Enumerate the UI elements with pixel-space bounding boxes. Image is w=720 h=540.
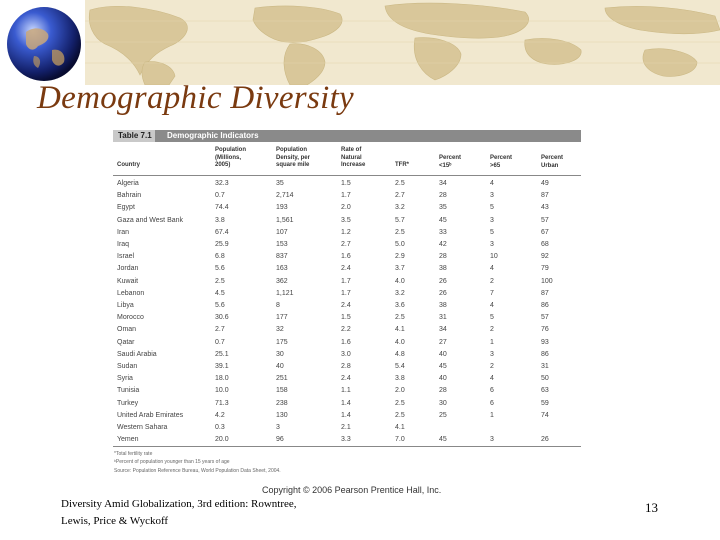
cell-under15: 33 bbox=[439, 228, 447, 236]
cell-natural-increase: 1.5 bbox=[341, 180, 351, 187]
cell-country: Iran bbox=[117, 228, 130, 236]
table-row bbox=[108, 351, 585, 363]
cell-natural-increase: 1.6 bbox=[341, 253, 351, 261]
cell-urban: 49 bbox=[541, 180, 549, 187]
cell-over65: 3 bbox=[490, 241, 494, 248]
cell-over65: 2 bbox=[490, 277, 494, 285]
cell-population: 39.1 bbox=[215, 363, 229, 370]
cell-tfr: 2.5 bbox=[395, 314, 405, 322]
cell-under15: 45 bbox=[439, 363, 447, 370]
cell-country: Sudan bbox=[117, 363, 138, 370]
cell-natural-increase: 1.7 bbox=[341, 192, 351, 200]
cell-natural-increase: 1.4 bbox=[341, 399, 351, 407]
cell-country: Iraq bbox=[117, 241, 130, 248]
table-row bbox=[108, 424, 585, 436]
table-row bbox=[108, 180, 585, 192]
cell-density: 1,561 bbox=[276, 216, 294, 224]
cell-tfr: 3.7 bbox=[395, 265, 405, 273]
cell-population: 4.5 bbox=[215, 289, 225, 297]
cell-country: Saudi Arabia bbox=[117, 350, 157, 358]
cell-urban: 86 bbox=[541, 350, 549, 358]
header-country: Country bbox=[117, 162, 140, 168]
cell-country: Syria bbox=[117, 375, 133, 383]
cell-country: Morocco bbox=[117, 314, 144, 322]
cell-under15: 28 bbox=[439, 192, 447, 200]
cell-under15: 40 bbox=[439, 350, 447, 358]
cell-urban: 87 bbox=[541, 289, 549, 297]
footnote-1: *Total fertility rate bbox=[114, 451, 153, 457]
source-citation bbox=[61, 496, 351, 530]
cell-under15: 34 bbox=[439, 326, 447, 334]
cell-over65: 3 bbox=[490, 216, 494, 224]
cell-natural-increase: 3.3 bbox=[341, 436, 351, 444]
cell-country: Bahrain bbox=[117, 192, 142, 200]
demographic-table bbox=[108, 126, 585, 486]
table-row bbox=[108, 314, 585, 326]
cell-population: 30.6 bbox=[215, 314, 229, 322]
cell-natural-increase: 1.4 bbox=[341, 411, 351, 419]
cell-density: 175 bbox=[276, 338, 288, 346]
cell-tfr: 3.2 bbox=[395, 204, 405, 212]
cell-density: 2,714 bbox=[276, 192, 294, 200]
cell-tfr: 2.9 bbox=[395, 253, 405, 261]
header-under15: Percent <15ᵇ bbox=[439, 155, 462, 169]
table-row bbox=[108, 192, 585, 204]
cell-density: 35 bbox=[276, 180, 284, 187]
table-row bbox=[108, 278, 585, 290]
cell-country: Egypt bbox=[117, 204, 135, 212]
cell-urban: 59 bbox=[541, 399, 549, 407]
cell-over65: 3 bbox=[490, 350, 494, 358]
cell-over65: 3 bbox=[490, 192, 494, 200]
cell-density: 238 bbox=[276, 399, 288, 407]
cell-over65: 1 bbox=[490, 338, 494, 346]
source-line-1: Diversity Amid Globalization, 3rd edition: Rowntree, bbox=[61, 498, 297, 510]
table-row bbox=[108, 412, 585, 424]
cell-population: 0.7 bbox=[215, 192, 225, 200]
cell-population: 18.0 bbox=[215, 375, 229, 383]
cell-density: 1,121 bbox=[276, 289, 294, 297]
cell-under15: 34 bbox=[439, 180, 447, 187]
cell-over65: 4 bbox=[490, 302, 494, 309]
cell-under15: 40 bbox=[439, 375, 447, 383]
table-row bbox=[108, 253, 585, 265]
header-density: Population Density, per square mile bbox=[276, 147, 310, 168]
cell-population: 5.6 bbox=[215, 302, 225, 309]
footnote-source: Source: Population Reference Bureau, World Population Data Sheet, 2004. bbox=[114, 468, 281, 474]
table-number: Table 7.1 bbox=[113, 130, 155, 142]
world-map-banner bbox=[85, 0, 720, 85]
cell-country: Yemen bbox=[117, 436, 139, 444]
table-row bbox=[108, 302, 585, 314]
cell-under15: 45 bbox=[439, 216, 447, 224]
cell-natural-increase: 1.5 bbox=[341, 314, 351, 322]
cell-country: Libya bbox=[117, 302, 134, 309]
cell-tfr: 4.8 bbox=[395, 350, 405, 358]
cell-density: 177 bbox=[276, 314, 288, 322]
cell-urban: 93 bbox=[541, 338, 549, 346]
cell-over65: 6 bbox=[490, 387, 494, 395]
cell-natural-increase: 1.7 bbox=[341, 289, 351, 297]
cell-country: Lebanon bbox=[117, 289, 145, 297]
cell-tfr: 7.0 bbox=[395, 436, 405, 444]
world-map-graphic bbox=[85, 0, 720, 85]
table-row bbox=[108, 290, 585, 302]
slide-title: Demographic Diversity bbox=[37, 80, 354, 116]
cell-tfr: 2.5 bbox=[395, 180, 405, 187]
table-row bbox=[108, 241, 585, 253]
cell-country: Algeria bbox=[117, 180, 139, 187]
table-row bbox=[108, 339, 585, 351]
cell-tfr: 2.5 bbox=[395, 399, 405, 407]
cell-under15: 31 bbox=[439, 314, 447, 322]
cell-population: 10.0 bbox=[215, 387, 229, 395]
cell-natural-increase: 2.8 bbox=[341, 363, 351, 370]
cell-population: 20.0 bbox=[215, 436, 229, 444]
cell-over65: 4 bbox=[490, 180, 494, 187]
cell-under15: 27 bbox=[439, 338, 447, 346]
cell-urban: 67 bbox=[541, 228, 549, 236]
cell-country: Tunisia bbox=[117, 387, 140, 395]
cell-density: 8 bbox=[276, 302, 280, 309]
header-urban: Percent Urban bbox=[541, 155, 564, 169]
cell-over65: 4 bbox=[490, 375, 494, 383]
cell-population: 0.7 bbox=[215, 338, 225, 346]
cell-population: 25.9 bbox=[215, 241, 229, 248]
cell-urban: 92 bbox=[541, 253, 549, 261]
cell-urban: 76 bbox=[541, 326, 549, 334]
cell-population: 74.4 bbox=[215, 204, 229, 212]
cell-over65: 2 bbox=[490, 363, 494, 370]
cell-density: 96 bbox=[276, 436, 284, 444]
cell-urban: 100 bbox=[541, 277, 553, 285]
cell-tfr: 2.5 bbox=[395, 411, 405, 419]
cell-over65: 10 bbox=[490, 253, 498, 261]
cell-population: 25.1 bbox=[215, 350, 229, 358]
cell-population: 6.8 bbox=[215, 253, 225, 261]
cell-density: 153 bbox=[276, 241, 288, 248]
cell-under15: 42 bbox=[439, 241, 447, 248]
cell-population: 67.4 bbox=[215, 228, 229, 236]
cell-under15: 38 bbox=[439, 265, 447, 273]
cell-under15: 28 bbox=[439, 387, 447, 395]
header-tfr: TFR* bbox=[395, 162, 409, 168]
header-rule bbox=[113, 175, 581, 176]
table-row bbox=[108, 387, 585, 399]
cell-population: 32.3 bbox=[215, 180, 229, 187]
cell-urban: 57 bbox=[541, 314, 549, 322]
cell-country: Jordan bbox=[117, 265, 139, 273]
cell-tfr: 2.0 bbox=[395, 387, 405, 395]
cell-urban: 86 bbox=[541, 302, 549, 309]
cell-tfr: 4.1 bbox=[395, 326, 405, 334]
cell-country: Kuwait bbox=[117, 277, 139, 285]
cell-urban: 43 bbox=[541, 204, 549, 212]
cell-country: Oman bbox=[117, 326, 137, 334]
page-number: 13 bbox=[645, 500, 658, 515]
footer-rule bbox=[113, 446, 581, 447]
table-row bbox=[108, 375, 585, 387]
table-row bbox=[108, 363, 585, 375]
cell-under15: 28 bbox=[439, 253, 447, 261]
header-over65: Percent >65 bbox=[490, 155, 513, 169]
cell-natural-increase: 1.6 bbox=[341, 338, 351, 346]
cell-population: 3.8 bbox=[215, 216, 225, 224]
cell-tfr: 2.5 bbox=[395, 228, 405, 236]
cell-urban: 68 bbox=[541, 241, 549, 248]
cell-urban: 79 bbox=[541, 265, 549, 273]
cell-natural-increase: 2.4 bbox=[341, 302, 351, 309]
cell-country: Gaza and West Bank bbox=[117, 216, 184, 224]
cell-under15: 26 bbox=[439, 289, 447, 297]
cell-tfr: 3.8 bbox=[395, 375, 405, 383]
cell-under15: 38 bbox=[439, 302, 447, 309]
table-row bbox=[108, 204, 585, 216]
cell-over65: 7 bbox=[490, 289, 494, 297]
cell-population: 2.7 bbox=[215, 326, 225, 334]
cell-density: 130 bbox=[276, 411, 288, 419]
cell-urban: 31 bbox=[541, 363, 549, 370]
table-header-bar bbox=[113, 130, 581, 142]
cell-natural-increase: 2.4 bbox=[341, 265, 351, 273]
cell-tfr: 5.7 bbox=[395, 216, 405, 224]
cell-population: 71.3 bbox=[215, 399, 229, 407]
cell-natural-increase: 1.7 bbox=[341, 277, 351, 285]
cell-under15: 26 bbox=[439, 277, 447, 285]
cell-density: 40 bbox=[276, 363, 284, 370]
table-row bbox=[108, 217, 585, 229]
cell-country: Qatar bbox=[117, 338, 135, 346]
cell-over65: 3 bbox=[490, 436, 494, 444]
cell-density: 158 bbox=[276, 387, 288, 395]
cell-over65: 4 bbox=[490, 265, 494, 273]
cell-density: 837 bbox=[276, 253, 288, 261]
cell-tfr: 5.4 bbox=[395, 363, 405, 370]
cell-natural-increase: 2.1 bbox=[341, 424, 351, 431]
cell-under15: 25 bbox=[439, 411, 447, 419]
cell-natural-increase: 2.0 bbox=[341, 204, 351, 212]
cell-urban: 57 bbox=[541, 216, 549, 224]
cell-country: Israel bbox=[117, 253, 135, 261]
cell-tfr: 3.6 bbox=[395, 302, 405, 309]
cell-population: 0.3 bbox=[215, 424, 225, 431]
cell-over65: 5 bbox=[490, 314, 494, 322]
table-row bbox=[108, 229, 585, 241]
source-line-2: Lewis, Price & Wyckoff bbox=[61, 515, 169, 527]
cell-natural-increase: 3.0 bbox=[341, 350, 351, 358]
cell-population: 4.2 bbox=[215, 411, 225, 419]
cell-natural-increase: 1.2 bbox=[341, 228, 351, 236]
cell-density: 107 bbox=[276, 228, 288, 236]
cell-urban: 87 bbox=[541, 192, 549, 200]
footnote-2: ᵇPercent of population younger than 15 years of age bbox=[114, 459, 230, 465]
cell-over65: 6 bbox=[490, 399, 494, 407]
cell-tfr: 4.0 bbox=[395, 338, 405, 346]
cell-tfr: 4.1 bbox=[395, 424, 405, 431]
cell-urban: 26 bbox=[541, 436, 549, 444]
cell-under15: 30 bbox=[439, 399, 447, 407]
cell-tfr: 3.2 bbox=[395, 289, 405, 297]
cell-density: 32 bbox=[276, 326, 284, 334]
table-row bbox=[108, 265, 585, 277]
cell-natural-increase: 2.2 bbox=[341, 326, 351, 334]
cell-natural-increase: 1.1 bbox=[341, 387, 351, 395]
globe-icon bbox=[4, 4, 84, 84]
cell-density: 30 bbox=[276, 350, 284, 358]
cell-tfr: 5.0 bbox=[395, 241, 405, 248]
cell-country: Western Sahara bbox=[117, 424, 168, 431]
cell-country: United Arab Emirates bbox=[117, 411, 184, 419]
cell-density: 163 bbox=[276, 265, 288, 273]
cell-density: 3 bbox=[276, 424, 280, 431]
cell-natural-increase: 2.4 bbox=[341, 375, 351, 383]
cell-under15: 45 bbox=[439, 436, 447, 444]
cell-over65: 5 bbox=[490, 204, 494, 212]
table-row bbox=[108, 400, 585, 412]
table-name: Demographic Indicators bbox=[155, 130, 581, 142]
cell-population: 2.5 bbox=[215, 277, 225, 285]
cell-tfr: 2.7 bbox=[395, 192, 405, 200]
cell-natural-increase: 3.5 bbox=[341, 216, 351, 224]
header-population: Population (Millions, 2005) bbox=[215, 147, 246, 168]
header-natural-increase: Rate of Natural Increase bbox=[341, 147, 366, 168]
cell-urban: 63 bbox=[541, 387, 549, 395]
copyright-notice: Copyright © 2006 Pearson Prentice Hall, Inc. bbox=[262, 485, 442, 495]
cell-density: 193 bbox=[276, 204, 288, 212]
cell-tfr: 4.0 bbox=[395, 277, 405, 285]
cell-natural-increase: 2.7 bbox=[341, 241, 351, 248]
cell-urban: 74 bbox=[541, 411, 549, 419]
cell-over65: 1 bbox=[490, 411, 494, 419]
table-row bbox=[108, 326, 585, 338]
cell-over65: 2 bbox=[490, 326, 494, 334]
cell-country: Turkey bbox=[117, 399, 139, 407]
cell-under15: 35 bbox=[439, 204, 447, 212]
cell-density: 362 bbox=[276, 277, 288, 285]
cell-urban: 50 bbox=[541, 375, 549, 383]
cell-population: 5.6 bbox=[215, 265, 225, 273]
cell-density: 251 bbox=[276, 375, 288, 383]
cell-over65: 5 bbox=[490, 228, 494, 236]
